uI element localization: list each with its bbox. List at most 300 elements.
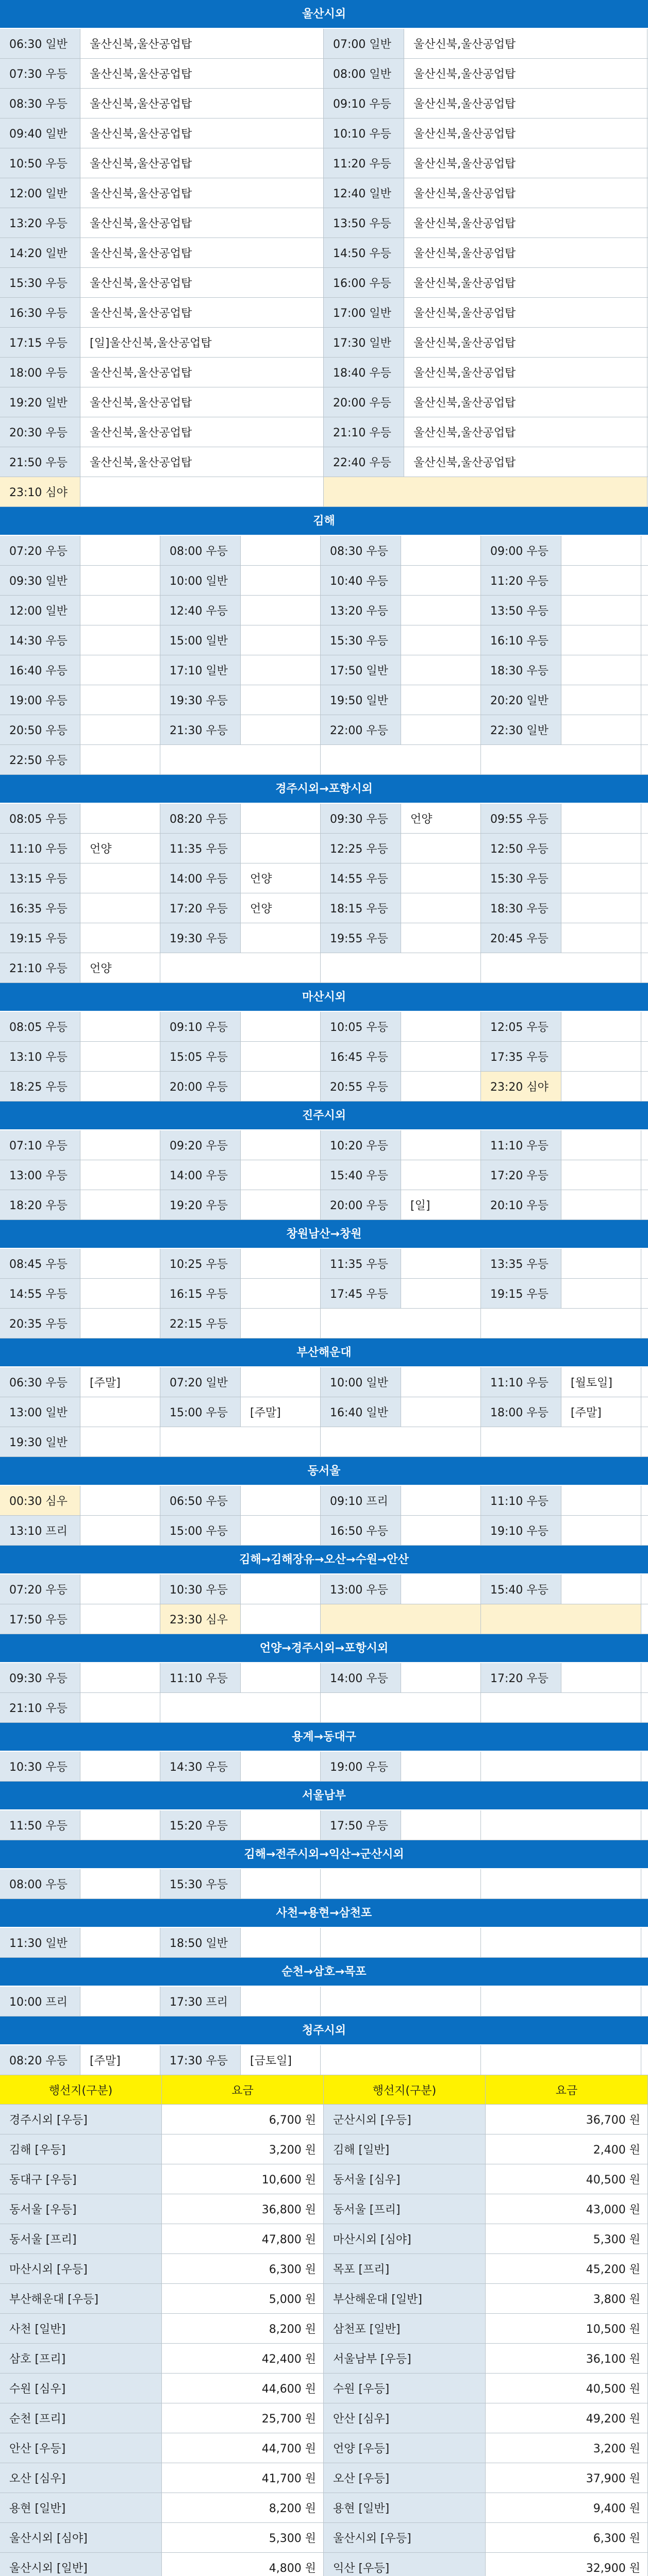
route-note	[561, 863, 641, 893]
fare-destination: 사천 [일반]	[0, 2314, 162, 2343]
route-title: 김해	[0, 507, 648, 536]
fare-price: 36,100 원	[486, 2344, 648, 2373]
route-note	[80, 685, 160, 715]
departure-time: 08:00 일반	[324, 59, 404, 88]
departure-time: 13:00 우등	[0, 1160, 80, 1190]
route-note	[241, 1752, 321, 1781]
departure-time: 09:40 일반	[0, 118, 80, 148]
fare-destination: 김해 [일반]	[324, 2134, 486, 2164]
route-note	[401, 715, 481, 744]
departure-time: 15:40 우등	[481, 1574, 561, 1604]
schedule-row	[0, 1574, 648, 1604]
route-note	[561, 834, 641, 863]
route-note: 언양	[80, 834, 160, 863]
schedule-row	[0, 358, 648, 387]
departure-time: 16:30 우등	[0, 298, 80, 327]
route-title: 순천→삼호→목포	[0, 1958, 648, 1987]
fare-price: 36,800 원	[162, 2194, 324, 2224]
departure-time: 21:50 우등	[0, 447, 80, 477]
route-note: 울산신북,울산공업탑	[404, 417, 647, 447]
route-title: 김해→전주시외→익산→군산시외	[0, 1840, 648, 1869]
departure-time: 19:20 우등	[160, 1190, 241, 1219]
departure-time: 08:30 우등	[321, 536, 401, 565]
fare-row	[0, 2314, 648, 2344]
route-note	[561, 1130, 641, 1160]
departure-time: 09:30 우등	[321, 804, 401, 833]
departure-time: 11:20 우등	[481, 566, 561, 595]
schedule-row	[0, 1367, 648, 1397]
route-title: 경주시외→포항시외	[0, 775, 648, 804]
schedule-row	[0, 536, 648, 566]
fare-price: 3,800 원	[486, 2284, 648, 2313]
departure-time: 09:00 우등	[481, 536, 561, 565]
departure-time: 16:35 우등	[0, 893, 80, 923]
route-note	[401, 1072, 481, 1101]
fare-price: 6,700 원	[162, 2105, 324, 2134]
fare-price: 42,400 원	[162, 2344, 324, 2373]
fare-destination: 목포 [프리]	[324, 2254, 486, 2283]
route-note	[241, 1604, 321, 1634]
departure-time: 06:30 일반	[0, 29, 80, 58]
route-note: 울산신북,울산공업탑	[80, 59, 324, 88]
route-note	[401, 1012, 481, 1041]
fare-header-row	[0, 2075, 648, 2105]
route-note	[80, 1604, 160, 1634]
fare-destination: 부산해운대 [우등]	[0, 2284, 162, 2313]
schedule-row	[0, 596, 648, 625]
route-note	[561, 1012, 641, 1041]
schedule-row	[0, 566, 648, 596]
departure-time: 13:50 우등	[324, 208, 404, 238]
departure-time: 15:20 우등	[160, 1810, 241, 1840]
schedule-row	[0, 953, 648, 983]
empty-cell	[160, 953, 321, 982]
route-section	[0, 1840, 648, 1899]
fare-price: 32,900 원	[486, 2553, 648, 2576]
empty-cell	[160, 1427, 321, 1456]
route-note	[241, 923, 321, 953]
route-note: [금토일]	[241, 2045, 321, 2075]
route-section	[0, 0, 648, 507]
empty-cell	[324, 477, 647, 506]
route-note	[401, 1810, 481, 1840]
fare-price: 10,600 원	[162, 2164, 324, 2194]
schedule-row	[0, 1604, 648, 1634]
fare-destination: 용현 [일반]	[0, 2493, 162, 2522]
route-note	[80, 923, 160, 953]
departure-time: 18:25 우등	[0, 1072, 80, 1101]
schedule-row	[0, 804, 648, 834]
route-note	[401, 1574, 481, 1604]
route-note	[80, 536, 160, 565]
route-note	[80, 1279, 160, 1308]
route-note	[401, 1516, 481, 1545]
departure-time: 06:30 우등	[0, 1367, 80, 1397]
departure-time: 15:30 우등	[0, 268, 80, 297]
departure-time: 13:50 우등	[481, 596, 561, 625]
empty-cell	[481, 1928, 641, 1957]
route-note: [일]	[401, 1190, 481, 1219]
schedule-row	[0, 298, 648, 328]
route-note	[401, 1663, 481, 1692]
fare-price: 45,200 원	[486, 2254, 648, 2283]
fare-destination: 동서울 [우등]	[0, 2194, 162, 2224]
route-note: [주말]	[80, 1367, 160, 1397]
departure-time: 09:10 프리	[321, 1486, 401, 1515]
departure-time: 09:10 우등	[324, 89, 404, 118]
route-note: 울산신북,울산공업탑	[404, 268, 647, 297]
departure-time: 18:30 우등	[481, 893, 561, 923]
schedule-row	[0, 1042, 648, 1072]
route-note	[401, 923, 481, 953]
departure-time: 19:30 일반	[0, 1427, 80, 1456]
departure-time: 13:35 우등	[481, 1249, 561, 1278]
schedule-row	[0, 1752, 648, 1782]
fare-destination: 마산시외 [심야]	[324, 2224, 486, 2253]
route-note	[80, 1663, 160, 1692]
departure-time: 16:15 우등	[160, 1279, 241, 1308]
departure-time: 17:50 우등	[321, 1810, 401, 1840]
route-note	[401, 1130, 481, 1160]
departure-time: 19:15 우등	[0, 923, 80, 953]
schedule-row	[0, 1397, 648, 1427]
departure-time: 09:30 일반	[0, 566, 80, 595]
fare-row	[0, 2134, 648, 2164]
fare-destination: 부산해운대 [일반]	[324, 2284, 486, 2313]
route-note	[561, 625, 641, 655]
departure-time: 20:45 우등	[481, 923, 561, 953]
route-note	[80, 566, 160, 595]
departure-time: 08:20 우등	[160, 804, 241, 833]
departure-time: 17:30 프리	[160, 1987, 241, 2016]
route-note	[80, 1516, 160, 1545]
departure-time: 21:30 우등	[160, 715, 241, 744]
empty-cell	[321, 953, 481, 982]
departure-time: 11:20 우등	[324, 148, 404, 178]
departure-time: 00:30 심우	[0, 1486, 80, 1515]
departure-time: 08:20 우등	[0, 2045, 80, 2075]
route-note	[561, 655, 641, 685]
empty-cell	[160, 745, 321, 774]
route-note: 울산신북,울산공업탑	[404, 59, 647, 88]
departure-time: 08:45 우등	[0, 1249, 80, 1278]
schedule-row	[0, 2045, 648, 2075]
departure-time: 16:10 우등	[481, 625, 561, 655]
route-note: 언양	[80, 953, 160, 982]
fare-row	[0, 2433, 648, 2463]
route-note: 울산신북,울산공업탑	[404, 118, 647, 148]
departure-time: 19:50 일반	[321, 685, 401, 715]
route-note: [월토일]	[561, 1367, 641, 1397]
departure-time: 07:20 우등	[0, 1574, 80, 1604]
empty-cell	[481, 953, 641, 982]
route-note: [주말]	[241, 1397, 321, 1427]
empty-cell	[321, 1869, 481, 1899]
departure-time: 22:15 우등	[160, 1309, 241, 1338]
schedule-row	[0, 208, 648, 238]
departure-time: 07:00 일반	[324, 29, 404, 58]
fare-table	[0, 2075, 648, 2576]
route-note	[401, 685, 481, 715]
route-note	[241, 1486, 321, 1515]
route-note	[241, 625, 321, 655]
route-note	[241, 1574, 321, 1604]
route-section	[0, 1546, 648, 1634]
departure-time: 10:50 우등	[0, 148, 80, 178]
route-note	[401, 893, 481, 923]
fare-price: 36,700 원	[486, 2105, 648, 2134]
schedule-row	[0, 1486, 648, 1516]
fare-header-cell: 요금	[486, 2075, 648, 2104]
departure-time: 19:30 우등	[160, 685, 241, 715]
schedule-row	[0, 59, 648, 89]
departure-time: 16:50 우등	[321, 1516, 401, 1545]
departure-time: 15:30 우등	[321, 625, 401, 655]
schedule-row	[0, 29, 648, 59]
fare-row	[0, 2224, 648, 2254]
departure-time: 11:35 우등	[321, 1249, 401, 1278]
departure-time: 11:35 우등	[160, 834, 241, 863]
empty-cell	[321, 1427, 481, 1456]
fare-destination: 동서울 [프리]	[0, 2224, 162, 2253]
fare-price: 40,500 원	[486, 2374, 648, 2403]
departure-time: 15:00 우등	[160, 1397, 241, 1427]
fare-price: 40,500 원	[486, 2164, 648, 2194]
departure-time: 10:40 우등	[321, 566, 401, 595]
schedule-row	[0, 1928, 648, 1958]
departure-time: 10:20 우등	[321, 1130, 401, 1160]
empty-cell	[321, 745, 481, 774]
route-note	[241, 1012, 321, 1041]
route-note: 울산신북,울산공업탑	[404, 208, 647, 238]
departure-time: 09:30 우등	[0, 1663, 80, 1692]
route-note	[80, 1190, 160, 1219]
route-note	[80, 1249, 160, 1278]
route-note: 울산신북,울산공업탑	[404, 178, 647, 208]
route-note: 언양	[241, 863, 321, 893]
route-note	[401, 596, 481, 625]
fare-destination: 동서울 [프리]	[324, 2194, 486, 2224]
fare-destination: 서울남부 [우등]	[324, 2344, 486, 2373]
route-section	[0, 2016, 648, 2075]
departure-time: 15:40 우등	[321, 1160, 401, 1190]
route-note	[80, 1072, 160, 1101]
departure-time: 13:10 프리	[0, 1516, 80, 1545]
schedule-row	[0, 118, 648, 148]
route-note: 울산신북,울산공업탑	[80, 417, 324, 447]
departure-time: 23:20 심야	[481, 1072, 561, 1101]
departure-time: 10:30 우등	[160, 1574, 241, 1604]
empty-cell	[481, 1810, 641, 1840]
departure-time: 08:00 우등	[160, 536, 241, 565]
departure-time: 15:00 우등	[160, 1516, 241, 1545]
empty-cell	[321, 1987, 481, 2016]
departure-time: 17:35 우등	[481, 1042, 561, 1071]
empty-cell	[481, 1693, 641, 1722]
fare-row	[0, 2493, 648, 2523]
departure-time: 15:00 일반	[160, 625, 241, 655]
departure-time: 19:30 우등	[160, 923, 241, 953]
route-note	[241, 1279, 321, 1308]
route-note	[561, 1574, 641, 1604]
route-note: 울산신북,울산공업탑	[80, 447, 324, 477]
departure-time: 13:20 우등	[0, 208, 80, 238]
empty-cell	[321, 1309, 481, 1338]
route-section	[0, 1899, 648, 1958]
route-note	[401, 1486, 481, 1515]
fare-header-cell: 요금	[162, 2075, 324, 2104]
departure-time: 17:00 일반	[324, 298, 404, 327]
fare-row	[0, 2254, 648, 2284]
route-note	[80, 1160, 160, 1190]
departure-time: 14:50 우등	[324, 238, 404, 267]
departure-time: 16:40 일반	[321, 1397, 401, 1427]
route-note	[80, 1012, 160, 1041]
route-title: 창원남산→창원	[0, 1220, 648, 1249]
schedule-row	[0, 1160, 648, 1190]
fare-price: 37,900 원	[486, 2463, 648, 2493]
route-title: 진주시외	[0, 1101, 648, 1130]
fare-destination: 울산시외 [우등]	[324, 2523, 486, 2552]
fare-row	[0, 2463, 648, 2493]
route-note	[561, 566, 641, 595]
departure-time: 11:10 우등	[481, 1130, 561, 1160]
fare-destination: 동서울 [심우]	[324, 2164, 486, 2194]
route-note: 울산신북,울산공업탑	[404, 298, 647, 327]
route-note	[80, 863, 160, 893]
route-note	[241, 1928, 321, 1957]
departure-time: 17:30 일반	[324, 328, 404, 357]
fare-row	[0, 2194, 648, 2224]
departure-time: 12:50 우등	[481, 834, 561, 863]
fare-destination: 안산 [우등]	[0, 2433, 162, 2463]
fare-row	[0, 2164, 648, 2194]
departure-time: 23:10 심야	[0, 477, 80, 506]
route-note: 울산신북,울산공업탑	[404, 447, 647, 477]
empty-cell	[481, 1869, 641, 1899]
departure-time: 22:30 일반	[481, 715, 561, 744]
schedule-row	[0, 238, 648, 268]
departure-time: 09:55 우등	[481, 804, 561, 833]
departure-time: 22:50 우등	[0, 745, 80, 774]
departure-time: 20:35 우등	[0, 1309, 80, 1338]
route-note	[80, 625, 160, 655]
schedule-row	[0, 417, 648, 447]
fare-destination: 삼호 [프리]	[0, 2344, 162, 2373]
route-section	[0, 507, 648, 775]
departure-time: 19:10 우등	[481, 1516, 561, 1545]
departure-time: 20:00 우등	[160, 1072, 241, 1101]
departure-time: 21:10 우등	[0, 953, 80, 982]
departure-time: 06:50 우등	[160, 1486, 241, 1515]
departure-time: 13:10 우등	[0, 1042, 80, 1071]
fare-price: 41,700 원	[162, 2463, 324, 2493]
departure-time: 14:55 우등	[321, 863, 401, 893]
fare-destination: 마산시외 [우등]	[0, 2254, 162, 2283]
departure-time: 10:10 우등	[324, 118, 404, 148]
route-title: 서울남부	[0, 1782, 648, 1810]
route-title: 용계→동대구	[0, 1723, 648, 1752]
route-note	[80, 1752, 160, 1781]
departure-time: 12:40 우등	[160, 596, 241, 625]
route-note: 울산신북,울산공업탑	[404, 387, 647, 417]
departure-time: 18:00 우등	[0, 358, 80, 387]
route-note	[561, 1249, 641, 1278]
route-section	[0, 775, 648, 983]
departure-time: 10:05 우등	[321, 1012, 401, 1041]
fare-price: 9,400 원	[486, 2493, 648, 2522]
departure-time: 14:00 우등	[160, 863, 241, 893]
route-note: 울산신북,울산공업탑	[80, 118, 324, 148]
departure-time: 18:40 우등	[324, 358, 404, 387]
route-note	[80, 1928, 160, 1957]
fare-destination: 경주시외 [우등]	[0, 2105, 162, 2134]
route-note: 울산신북,울산공업탑	[404, 328, 647, 357]
route-note	[80, 655, 160, 685]
departure-time: 16:00 우등	[324, 268, 404, 297]
departure-time: 11:30 일반	[0, 1928, 80, 1957]
route-note	[80, 1810, 160, 1840]
route-note	[241, 1160, 321, 1190]
departure-time: 18:00 우등	[481, 1397, 561, 1427]
schedule-row	[0, 685, 648, 715]
route-note	[401, 1752, 481, 1781]
route-section	[0, 1457, 648, 1546]
schedule-row	[0, 1279, 648, 1309]
schedule-row	[0, 328, 648, 358]
route-section	[0, 1101, 648, 1220]
departure-time: 19:15 우등	[481, 1279, 561, 1308]
schedule-row	[0, 1663, 648, 1693]
departure-time: 17:45 우등	[321, 1279, 401, 1308]
route-note	[80, 745, 160, 774]
route-note: 울산신북,울산공업탑	[404, 29, 647, 58]
schedule-row	[0, 148, 648, 178]
schedule-row	[0, 477, 648, 507]
schedule-row	[0, 1987, 648, 2016]
schedule-row	[0, 715, 648, 745]
departure-time: 21:10 우등	[324, 417, 404, 447]
schedule-row	[0, 178, 648, 208]
departure-time: 15:30 우등	[481, 863, 561, 893]
departure-time: 15:05 우등	[160, 1042, 241, 1071]
schedule-row	[0, 1072, 648, 1101]
fare-destination: 김해 [우등]	[0, 2134, 162, 2164]
departure-time: 23:30 심우	[160, 1604, 241, 1634]
empty-cell	[481, 1604, 641, 1634]
route-note	[241, 1190, 321, 1219]
departure-time: 19:55 우등	[321, 923, 401, 953]
route-note	[561, 715, 641, 744]
departure-time: 11:10 우등	[0, 834, 80, 863]
fare-header-cell: 행선지(구분)	[0, 2075, 162, 2104]
schedule-row	[0, 447, 648, 477]
schedule-row	[0, 745, 648, 775]
route-note	[241, 685, 321, 715]
route-note	[241, 1869, 321, 1899]
departure-time: 16:40 우등	[0, 655, 80, 685]
departure-time: 08:30 우등	[0, 89, 80, 118]
departure-time: 14:55 우등	[0, 1279, 80, 1308]
route-note: 울산신북,울산공업탑	[80, 178, 324, 208]
fare-row	[0, 2105, 648, 2134]
departure-time: 13:00 일반	[0, 1397, 80, 1427]
route-note: 울산신북,울산공업탑	[404, 238, 647, 267]
fare-row	[0, 2553, 648, 2576]
empty-cell	[160, 1693, 321, 1722]
fare-destination: 삼천포 [일반]	[324, 2314, 486, 2343]
route-note	[241, 1810, 321, 1840]
